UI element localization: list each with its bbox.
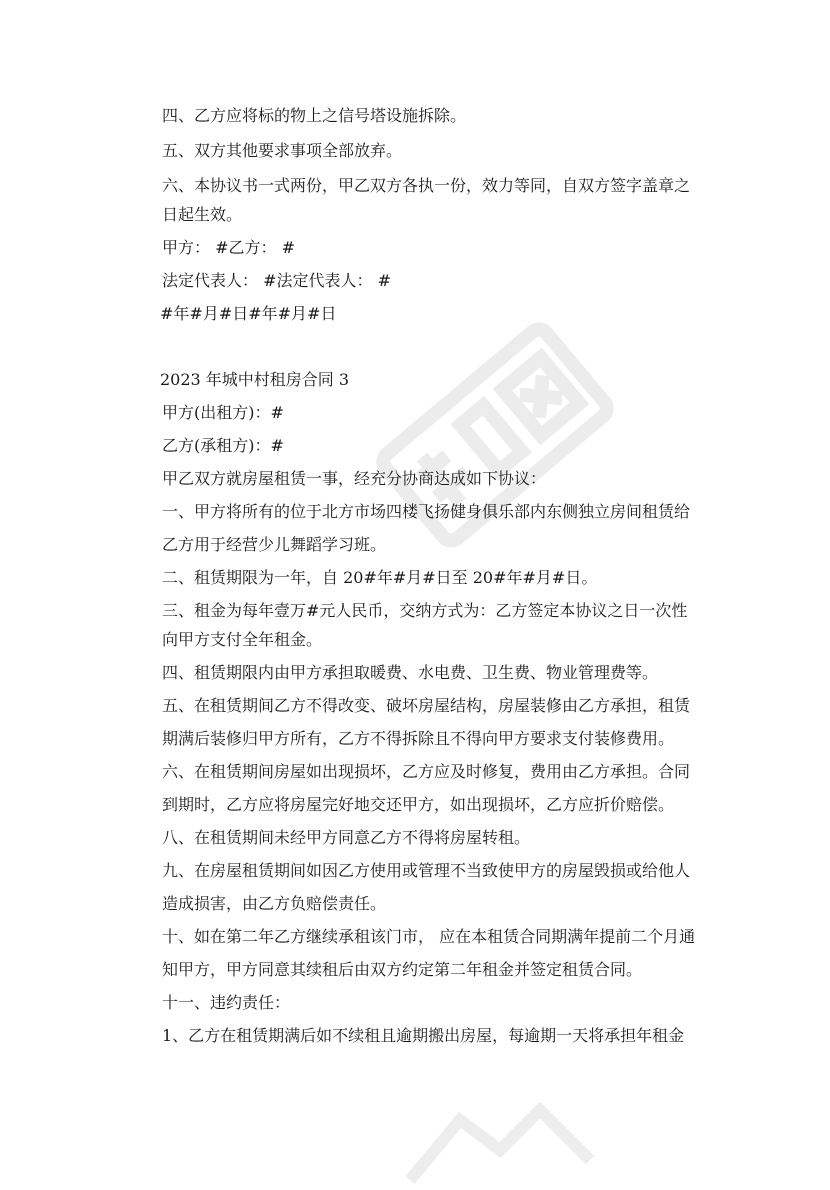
- text-line: 向甲方支付全年租金。: [162, 630, 323, 649]
- text-line: 四、乙方应将标的物上之信号塔设施拆除。: [162, 106, 467, 125]
- text-line: 一、甲方将所有的位于北方市场四楼飞扬健身俱乐部内东侧独立房间租赁给: [162, 502, 691, 521]
- text-line: 十一、违约责任：: [162, 993, 291, 1012]
- text-line: 六、在租赁期间房屋如出现损坏，乙方应及时修复，费用由乙方承担。合同: [162, 762, 691, 781]
- signature-representative-line: 法定代表人： #法定代表人： #: [162, 271, 391, 290]
- text-line: 二、租赁期限为一年，自 20#年#月#日至 20#年#月#日。: [162, 568, 598, 587]
- text-line: 五、双方其他要求事项全部放弃。: [162, 141, 403, 160]
- text-line: 五、在租赁期间乙方不得改变、破坏房屋结构，房屋装修由乙方承担，租赁: [162, 696, 691, 715]
- text-line: 乙方用于经营少儿舞蹈学习班。: [162, 535, 387, 554]
- lessor-line: 甲方(出租方)：#: [162, 403, 284, 422]
- text-line: 1、乙方在租赁期满后如不续租且逾期搬出房屋，每逾期一天将承担年租金: [162, 1026, 685, 1045]
- text-line: 期满后装修归甲方所有，乙方不得拆除且不得向甲方要求支付装修费用。: [162, 729, 675, 748]
- watermark-logo-bottom: [390, 1090, 610, 1190]
- signature-date-line: #年#月#日#年#月#日: [160, 304, 337, 323]
- text-line: 八、在租赁期间未经甲方同意乙方不得将房屋转租。: [162, 828, 531, 847]
- text-line: 三、租金为每年壹万#元人民币，交纳方式为：乙方签定本协议之日一次性: [162, 601, 688, 620]
- text-line: 十、如在第二年乙方继续承租该门市， 应在本租赁合同期满年提前二个月通: [162, 927, 696, 946]
- lessee-line: 乙方(承租方)：#: [162, 436, 284, 455]
- text-line: 知甲方，甲方同意其续租后由双方约定第二年租金并签定租赁合同。: [162, 960, 643, 979]
- text-line: 造成损害，由乙方负赔偿责任。: [162, 894, 387, 913]
- text-line: 日起生效。: [162, 205, 243, 224]
- contract-title: 2023 年城中村租房合同 3: [160, 370, 350, 389]
- text-line: 四、租赁期限内由甲方承担取暖费、水电费、卫生费、物业管理费等。: [162, 663, 659, 682]
- text-line: 九、在房屋租赁期间如因乙方使用或管理不当致使甲方的房屋毁损或给他人: [162, 861, 691, 880]
- text-line: 到期时，乙方应将房屋完好地交还甲方，如出现损坏，乙方应折价赔偿。: [162, 795, 675, 814]
- text-line: 六、本协议书一式两份，甲乙双方各执一份，效力等同，自双方签字盖章之: [162, 176, 691, 195]
- text-line: 甲乙双方就房屋租赁一事，经充分协商达成如下协议：: [162, 469, 547, 488]
- signature-party-line: 甲方： #乙方： #: [162, 238, 295, 257]
